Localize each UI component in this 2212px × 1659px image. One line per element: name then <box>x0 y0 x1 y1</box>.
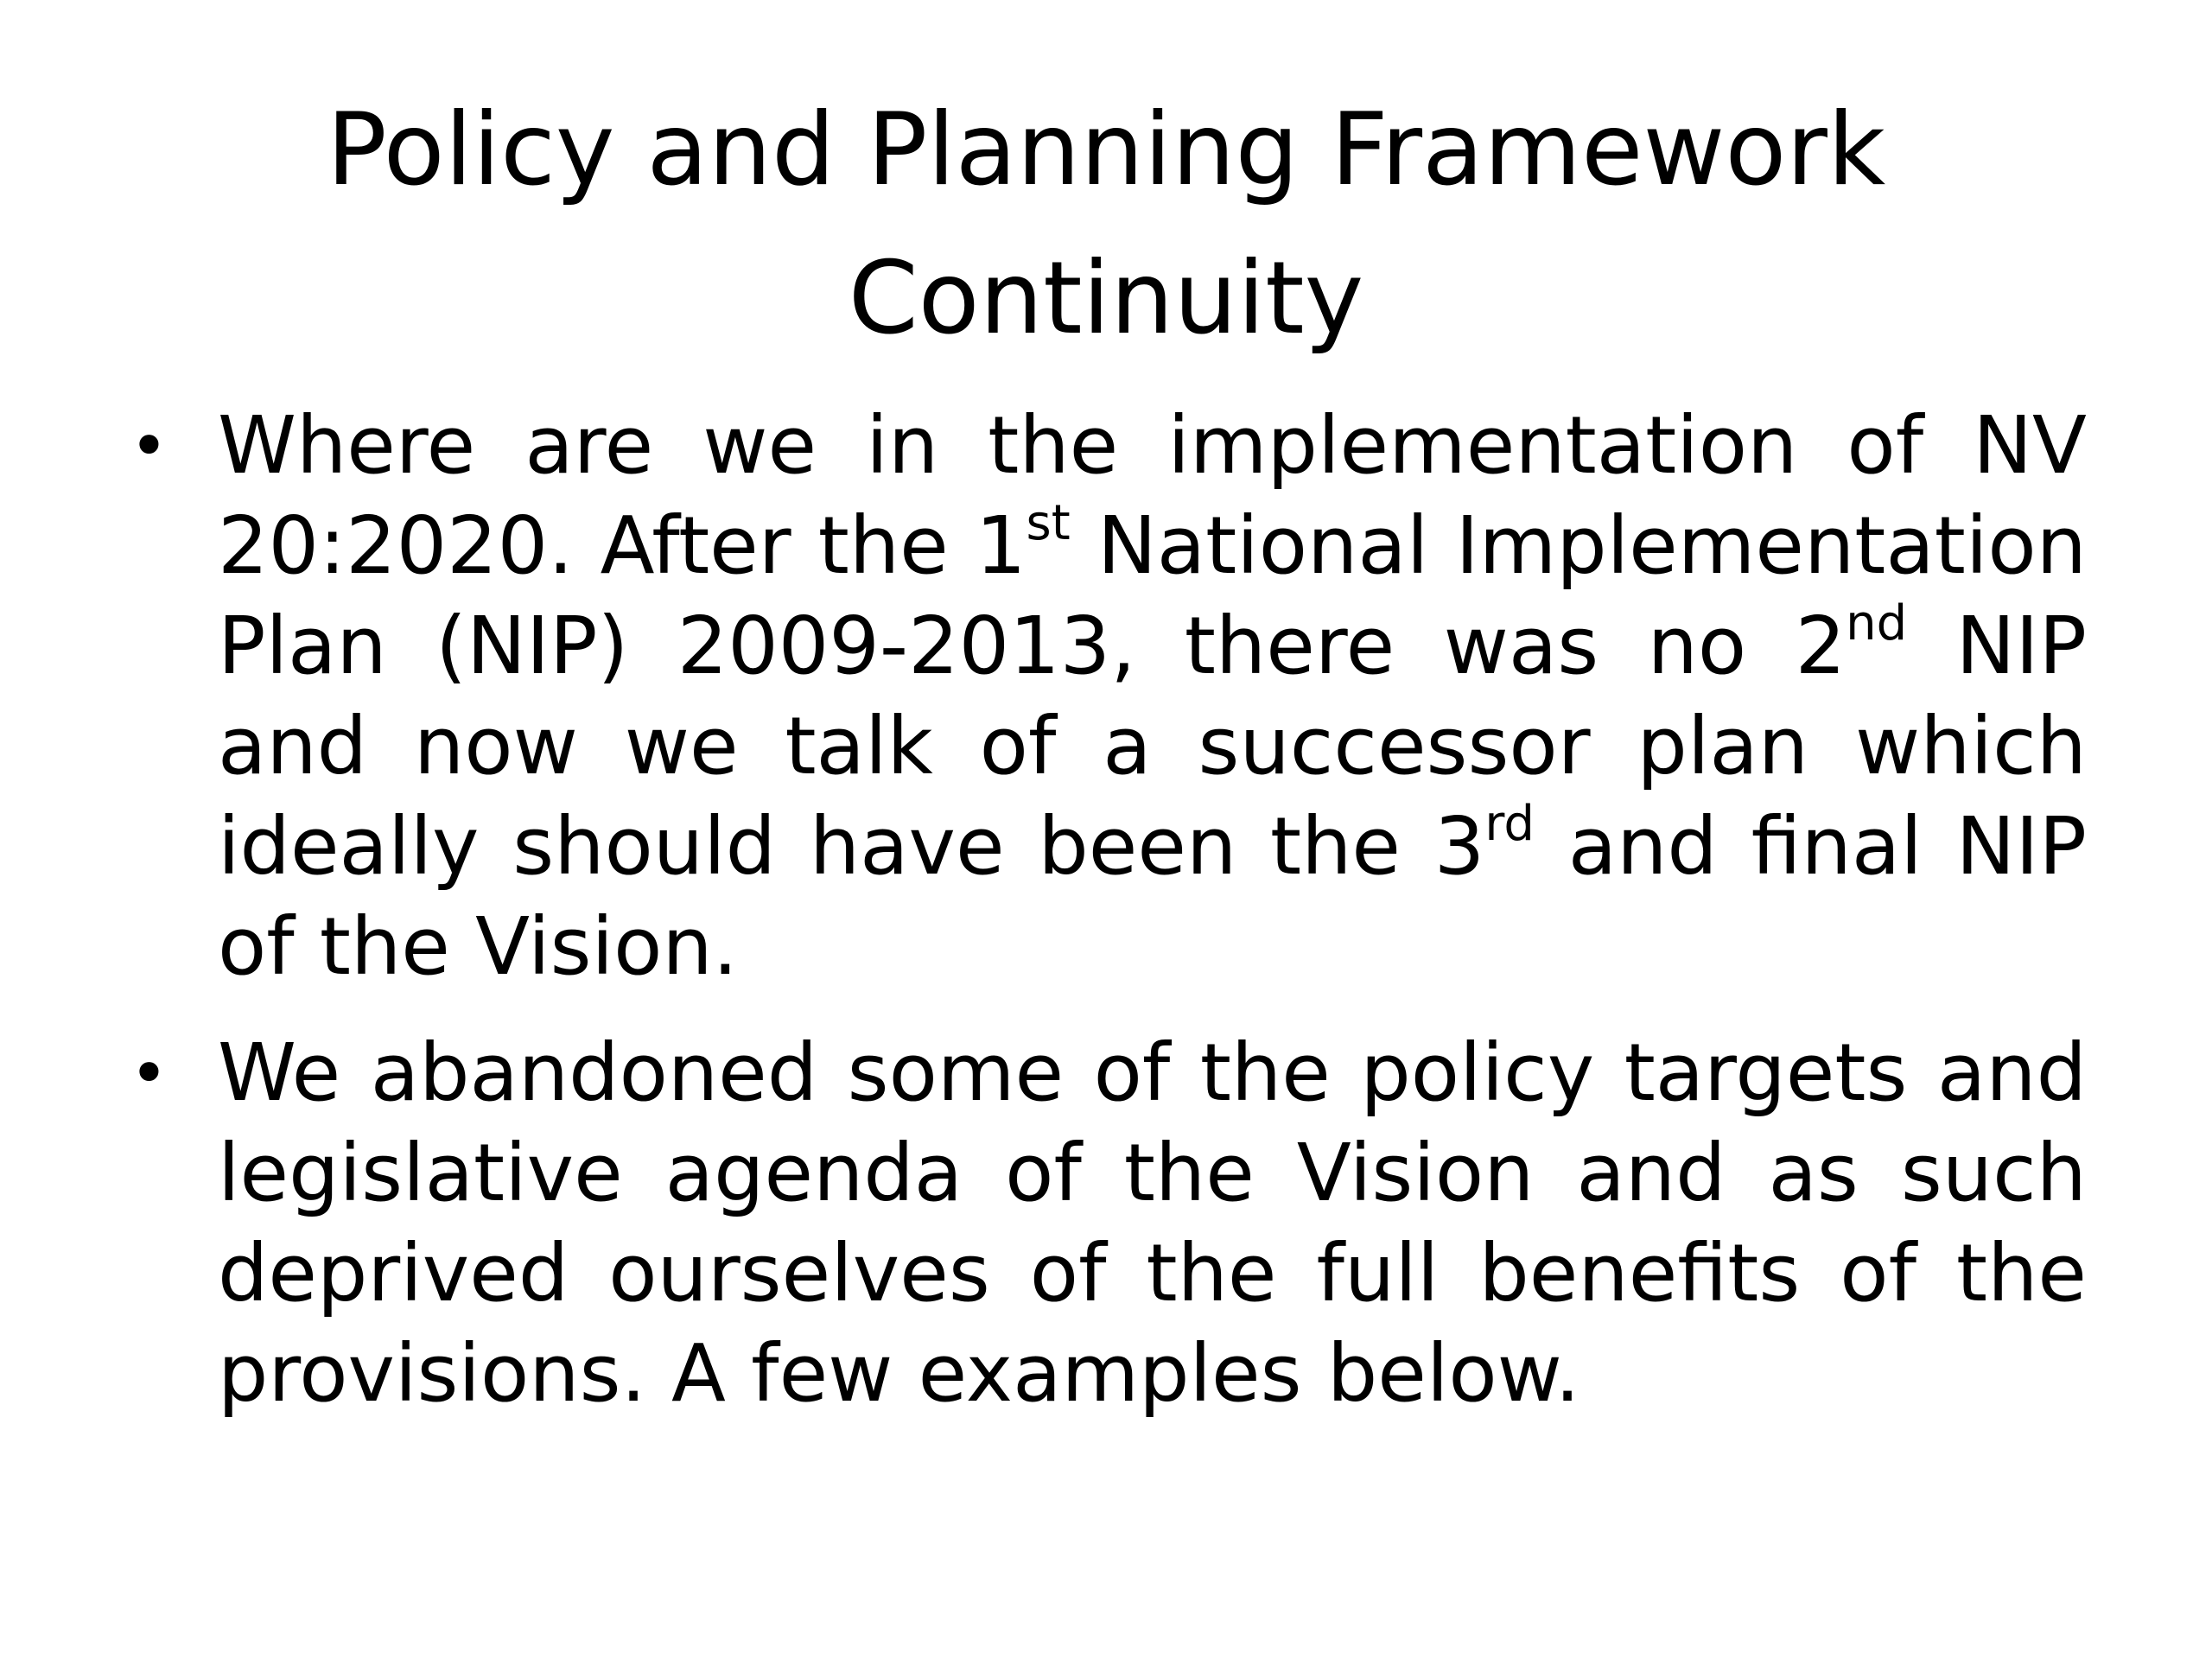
bullet-icon: • <box>130 407 168 484</box>
bullet-icon: • <box>130 1034 168 1111</box>
bullet-list <box>130 396 2087 1450</box>
bullet-1-text-part: National Implementation Plan (NIP) 2009-2013, there was no 2 <box>218 499 2087 692</box>
slide-title <box>0 76 2212 373</box>
bullet-text-2: We abandoned some of the policy targets and legislative agenda of the Vision and as such deprived ourselves of the full benefits of the provisions. A few examples below. <box>218 1027 2087 1420</box>
bullet-item-1 <box>130 396 2087 997</box>
slide-title-line-1: Policy and Planning Framework <box>326 92 1886 208</box>
bullet-1-text-part: Where are we in the implementation of NV 20:2020. After the 1 <box>218 399 2087 592</box>
bullet-1-text-part: NIP and now we talk of a successor plan which ideally should have been the 3 <box>218 600 2087 893</box>
slide-title-line-2: Continuity <box>848 240 1364 357</box>
bullet-text-1 <box>218 399 2087 993</box>
ordinal-suffix-nd: nd <box>1846 594 1908 652</box>
ordinal-suffix-st: st <box>1026 494 1071 551</box>
ordinal-suffix-rd: rd <box>1484 795 1535 852</box>
bullet-1-text-part: and final NIP of the Vision. <box>218 800 2087 993</box>
bullet-item-2 <box>130 1023 2087 1424</box>
